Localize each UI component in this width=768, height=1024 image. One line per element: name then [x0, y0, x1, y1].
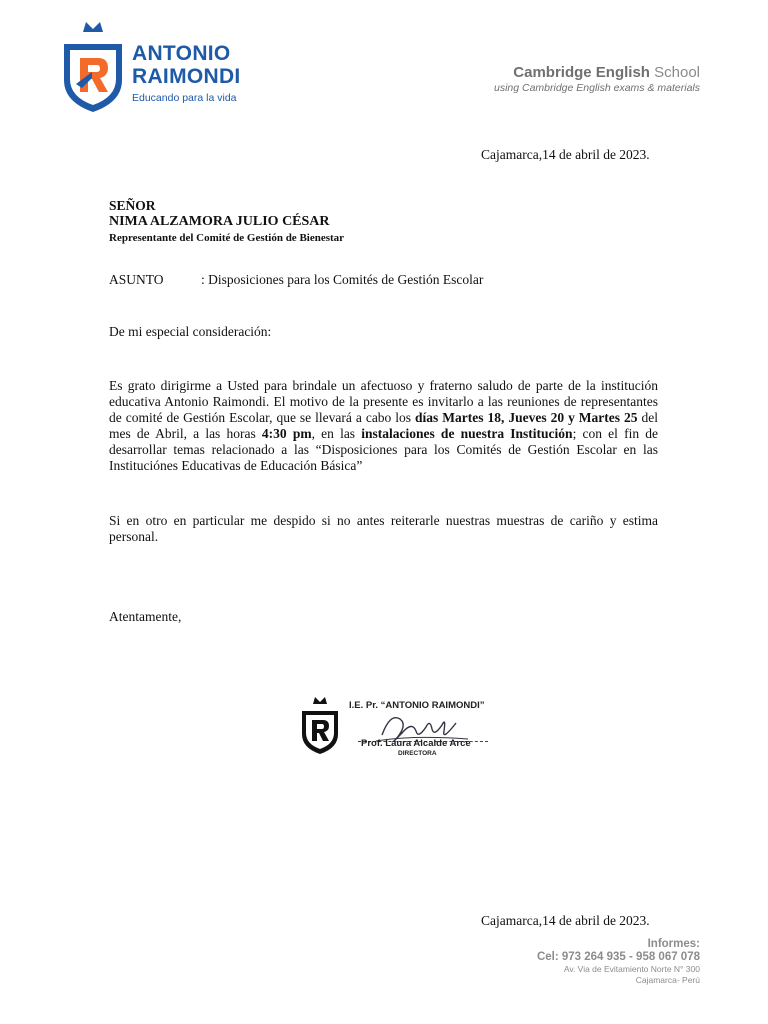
body-text-2: del mes de Abril, a las horas [109, 410, 658, 441]
sign-off: Atentamente, [109, 609, 182, 624]
subject-label: ASUNTO [109, 272, 164, 287]
cambridge-logo [494, 64, 700, 94]
signature-institution: I.E. Pr. “ANTONIO RAIMONDI” [349, 700, 485, 711]
cambridge-title-light: School [654, 64, 700, 81]
body-text-1: Es grato dirigirme a Usted para brindale un afectuoso y fraterno saludo de parte de la institución educativa Antonio Raimondi. El motivo de la presente es invitarlo a las reuniones de representantes de comité de Gestión Escolar, que se llevará a cabo los [109, 378, 658, 425]
school-logo [62, 22, 262, 114]
letter-date: Cajamarca,14 de abril de 2023. [481, 147, 650, 162]
cambridge-title-bold: Cambridge English [513, 64, 650, 81]
signature-crest-icon [300, 697, 340, 755]
footer-city: Cajamarca- Perú [635, 975, 700, 985]
subject-text: : Disposiciones para los Comités de Gestión Escolar [201, 272, 484, 287]
school-crest-icon [62, 22, 124, 114]
footer-contact [537, 938, 700, 985]
cambridge-title [494, 64, 700, 81]
body-bold-time: 4:30 pm [261, 426, 312, 441]
footer-label: Informes: [647, 938, 700, 950]
body-text-3: , en las [311, 426, 362, 441]
school-name-line1: ANTONIO [132, 42, 231, 65]
body-bold-dates: días Martes 18, Jueves 20 y Martes 25 [415, 410, 638, 425]
footer-phones: Cel: 973 264 935 - 958 067 078 [536, 951, 700, 963]
signature-block [262, 689, 507, 769]
school-tagline: Educando para la vida [132, 92, 237, 104]
body-text-4: ; con el fin de desarrollar temas relacionado a las “Disposiciones para los Comités de Gestión Escolar en las Instituciónes Educativas de Educación Básica” [109, 426, 658, 473]
greeting: De mi especial consideración: [109, 324, 272, 339]
letter-date-bottom: Cajamarca,14 de abril de 2023. [481, 913, 650, 928]
signature-title: DIRECTORA [398, 750, 437, 757]
school-name [132, 42, 241, 88]
closing-paragraph: Si en otro en particular me despido si no antes reiterarle nuestras muestras de cariño y estima personal. [109, 513, 658, 544]
cambridge-subtitle: using Cambridge English exams & materials [493, 82, 700, 94]
footer-address: Av. Via de Evitamiento Norte N° 300 [563, 964, 700, 974]
recipient-name: NIMA ALZAMORA JULIO CÉSAR [109, 214, 330, 229]
body-paragraph [109, 378, 658, 474]
school-name-line2: RAIMONDI [132, 65, 241, 88]
body-bold-place: instalaciones de nuestra Institución [361, 426, 573, 441]
recipient-role: Representante del Comité de Gestión de Bienestar [109, 232, 345, 244]
signature-name: Prof. Laura Alcalde Arce [361, 738, 471, 749]
salutation: SEÑOR [109, 198, 156, 213]
